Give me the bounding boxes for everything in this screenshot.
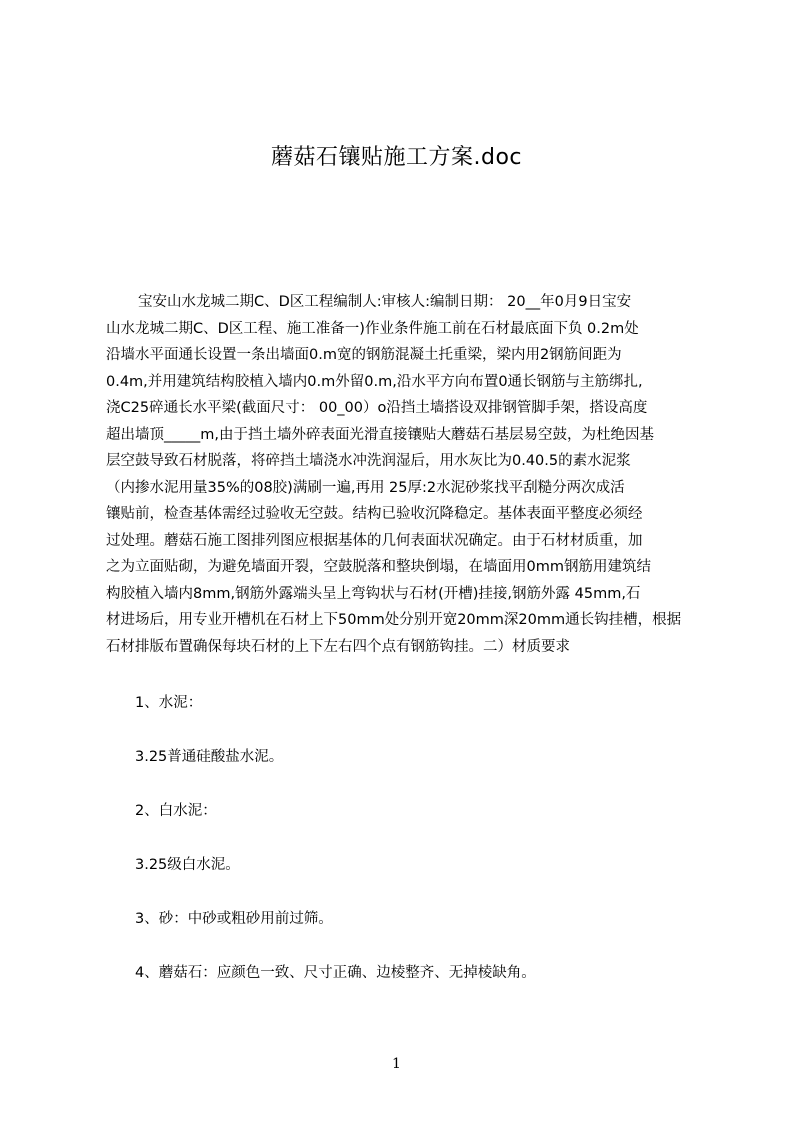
list-item: 3、砂：中砂或粗砂用前过筛。 xyxy=(135,911,333,927)
list-item: 2、白水泥： xyxy=(135,803,217,819)
paragraph-line: 材进场后，用专业开槽机在石材上下50mm处分别开宽20mm深20mm通长钩挂槽，根据 xyxy=(106,612,682,628)
body-paragraph xyxy=(106,289,698,660)
paragraph-line: 石材排版布置确保每块石材的上下左右四个点有钢筋钩挂。二）材质要求 xyxy=(106,638,570,655)
paragraph-line: 层空鼓导致石材脱落，将碎挡土墙浇水冲洗润湿后，用水灰比为0.40.5的素水泥浆 xyxy=(106,453,631,469)
paragraph-line: 构胶植入墙内8mm,钢筋外露端头呈上弯钩状与石材(开槽)挂接,钢筋外露 45mm,石 xyxy=(106,585,641,602)
list-item: 3.25普通硅酸盐水泥。 xyxy=(135,749,284,765)
page-number: 1 xyxy=(392,1056,401,1072)
paragraph-line: 超出墙顶_____m,由于挡土墙外碎表面光滑直接镶贴大蘑菇石基层易空鼓，为杜绝因基 xyxy=(106,426,654,443)
list-item: 4、蘑菇石：应颜色一致、尺寸正确、边棱整齐、无掉棱缺角。 xyxy=(135,965,536,981)
paragraph-line: 沿墙水平面通长设置一条出墙面0.m宽的钢筋混凝土托重梁，梁内用2钢筋间距为 xyxy=(106,347,622,363)
paragraph-line: 之为立面贴砌，为避免墙面开裂，空鼓脱落和整块倒塌，在墙面用0mm钢筋用建筑结 xyxy=(106,559,651,575)
list-item: 1、水泥： xyxy=(135,695,203,711)
paragraph-line: （内掺水泥用量35%的08胶)满刷一遍,再用 25厚:2水泥砂浆找平刮糙分两次成活 xyxy=(106,479,625,496)
paragraph-line: 0.4m,并用建筑结构胶植入墙内0.m外留0.m,沿水平方向布置0通长钢筋与主筋绑扎, xyxy=(106,373,643,390)
paragraph-line: 山水龙城二期C、D区工程、施工准备一)作业条件施工前在石材最底面下负 0.2m处 xyxy=(106,320,639,337)
document-title: 蘑菇石镶贴施工方案.doc xyxy=(270,145,522,170)
paragraph-line: 宝安山水龙城二期C、D区工程编制人:审核人:编制日期： 20__年0月9日宝安 xyxy=(138,294,632,310)
paragraph-line: 过处理。蘑菇石施工图排列图应根据基体的几何表面状况确定。由于石材材质重，加 xyxy=(106,532,643,549)
paragraph-line: 浇C25碎通长水平梁(截面尺寸： 00_00）o沿挡土墙搭设双排钢管脚手架，搭设高度 xyxy=(106,400,648,416)
paragraph-line: 镶贴前，检查基体需经过验收无空鼓。结构已验收沉降稳定。基体表面平整度必须经 xyxy=(106,506,643,522)
list-item: 3.25级白水泥。 xyxy=(135,857,240,873)
